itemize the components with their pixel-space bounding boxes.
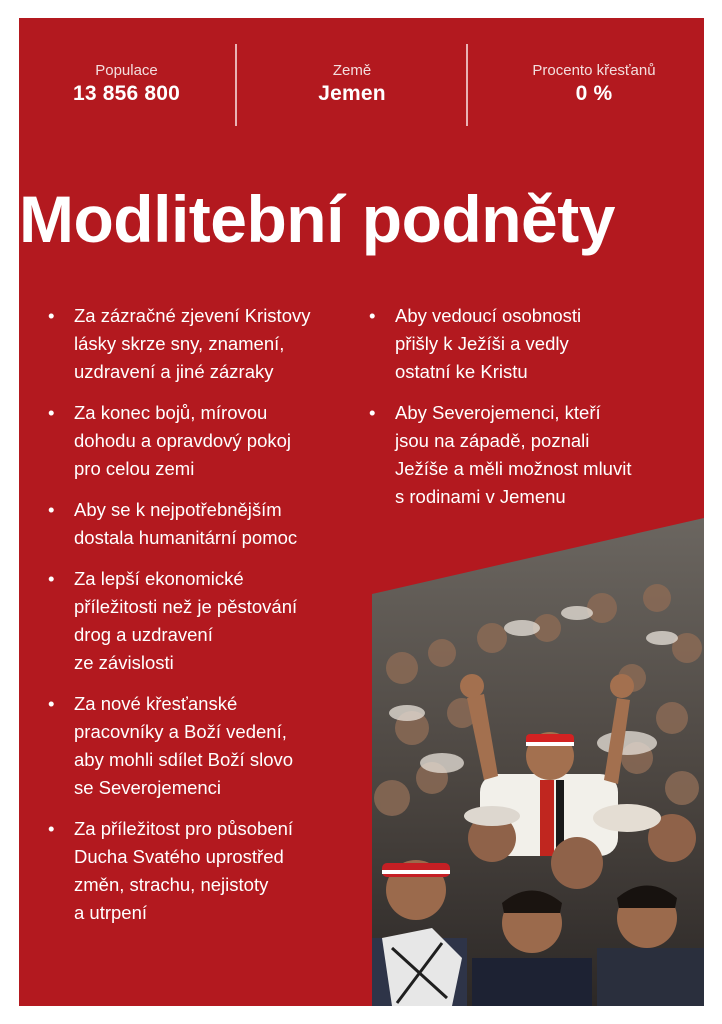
prayer-line: jsou na západě, poznali [395, 430, 590, 451]
page-title: Modlitební podněty [19, 182, 615, 256]
stats-bar [19, 18, 704, 138]
prayer-line: • Za zázračné zjevení Kristovy [74, 305, 311, 326]
prayer-line: přišly k Ježíši a vedly [395, 333, 569, 354]
prayer-line: lásky skrze sny, znamení, [74, 333, 285, 354]
stat-population-value: 13 856 800 [72, 82, 181, 105]
prayer-item [38, 815, 358, 927]
prayer-line: Ježíše a měli možnost mluvit [395, 458, 632, 479]
prayer-item [38, 302, 358, 386]
content-panel [19, 18, 704, 1006]
stat-christians-label: Procento křesťanů [532, 62, 656, 79]
stat-country [282, 62, 422, 106]
prayer-line: • Aby se k nejpotřebnějším [74, 499, 282, 520]
prayer-item [359, 399, 679, 511]
prayer-line: • Aby vedoucí osobnosti [395, 305, 582, 326]
prayer-line: se Severojemenci [74, 777, 222, 798]
prayer-line: • Za příležitost pro působení [74, 818, 294, 839]
divider [466, 44, 468, 126]
crowd-photo [372, 518, 704, 1006]
prayer-line: Ducha Svatého uprostřed [74, 846, 284, 867]
prayer-line: změn, strachu, nejistoty [74, 874, 269, 895]
prayer-item [38, 565, 358, 677]
prayer-item [38, 399, 358, 483]
prayer-line: dostala humanitární pomoc [74, 527, 298, 548]
prayer-item [359, 302, 679, 386]
stat-christians-value: 0 % [575, 82, 613, 105]
prayer-line: s rodinami v Jemenu [395, 486, 566, 507]
stat-christians [499, 62, 689, 106]
prayer-line: • Aby Severojemenci, kteří [395, 402, 601, 423]
prayer-line: aby mohli sdílet Boží slovo [74, 749, 294, 770]
stat-population [49, 62, 204, 106]
prayer-line: ze závislosti [74, 652, 174, 673]
prayer-item [38, 496, 358, 552]
prayer-item [38, 690, 358, 802]
prayer-list-left [38, 302, 358, 940]
divider [235, 44, 237, 126]
prayer-line: drog a uzdravení [74, 624, 213, 645]
stat-population-label: Populace [95, 62, 158, 79]
prayer-line: • Za lepší ekonomické [74, 568, 244, 589]
prayer-list-right [359, 302, 679, 524]
prayer-line: ostatní ke Kristu [395, 361, 528, 382]
stat-country-label: Země [332, 62, 372, 79]
prayer-line: pro celou zemi [74, 458, 195, 479]
prayer-line: a utrpení [74, 902, 148, 923]
prayer-line: dohodu a opravdový pokoj [74, 430, 292, 451]
stat-country-value: Jemen [318, 82, 386, 105]
prayer-line: • Za nové křesťanské [74, 693, 238, 714]
prayer-line: pracovníky a Boží vedení, [74, 721, 287, 742]
prayer-line: příležitosti než je pěstování [74, 596, 298, 617]
prayer-line: uzdravení a jiné zázraky [74, 361, 274, 382]
prayer-line: • Za konec bojů, mírovou [74, 402, 268, 423]
